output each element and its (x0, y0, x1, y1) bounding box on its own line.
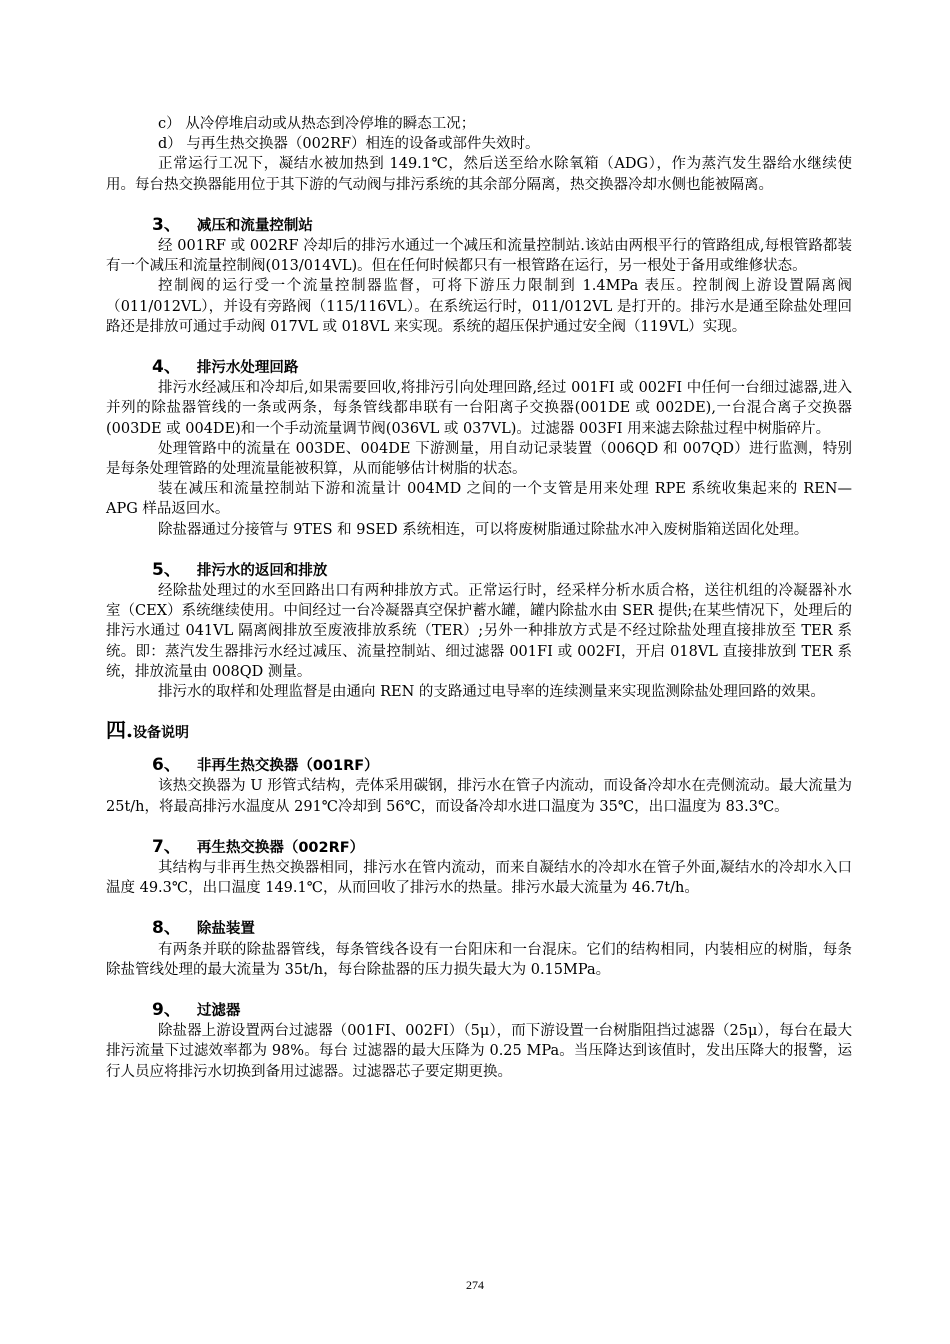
paragraph: 除盐器通过分接管与 9TES 和 9SED 系统相连，可以将废树脂通过除盐水冲入废树脂箱送固化处理。 (158, 521, 809, 538)
paragraph: 控制阀的运行受一个流量控制器监督，可将下游压力限制到 1.4MPa 表压。控制阀上游设置隔离阀（011/012VL），并设有旁路阀（115/116VL）。在系统运行时，011/012VL 是打开的。排污水是通至除盐处理回路还是排放可通过手动阀 017VL 或 018VL 来实现。系统的超压保护通过安全阀（119VL）实现。 (106, 278, 852, 335)
paragraph: 排污水的取样和处理监督是由通向 REN 的支路通过电导率的连续测量来实现监测除盐处理回路的效果。 (158, 684, 825, 701)
section-title: 再生热交换器（002RF） (196, 839, 365, 856)
section-title: 非再生热交换器（001RF） (196, 758, 379, 775)
list-item-c: c） 从冷停堆启动或从热态到冷停堆的瞬态工况； (158, 116, 476, 132)
paragraph: 该热交换器为 U 形管式结构，壳体采用碳钢，排污水在管子内流动，而设备冷却水在壳侧流动。最大流量为 25t/h，将最高排污水温度从 291℃冷却到 56℃，而设备冷却水进口温度为 35℃，出口温度为 83.3℃。 (106, 778, 852, 815)
section-number: 4、 (152, 357, 181, 378)
document-body (106, 114, 852, 1082)
section-heading-3 (106, 215, 852, 236)
section-number: 8、 (152, 918, 181, 939)
list-item-d: d） 与再生热交换器（002RF）相连的设备或部件失效时。 (158, 136, 540, 153)
section-number: 6、 (152, 755, 181, 776)
section-heading-6 (106, 755, 852, 776)
section-heading-4 (106, 357, 852, 378)
section-heading-7 (106, 837, 852, 858)
section-heading-9 (106, 1000, 852, 1021)
section-title: 过滤器 (196, 1002, 241, 1019)
chapter-title: 设备说明 (132, 725, 189, 742)
paragraph: 装在减压和流量控制站下游和流量计 004MD 之间的一个支管是用来处理 RPE 系统收集起来的 REN—APG 样品返回水。 (106, 481, 852, 518)
paragraph: 正常运行工况下，凝结水被加热到 149.1℃，然后送至给水除氧箱（ADG），作为蒸汽发生器给水继续使用。每台热交换器能用位于其下游的气动阀与排污系统的其余部分隔离，热交换器冷却水侧也能被隔离。 (106, 156, 852, 193)
section-title: 减压和流量控制站 (196, 217, 313, 234)
section-heading-5 (106, 560, 852, 581)
paragraph: 处理管路中的流量在 003DE、004DE 下游测量，用自动记录装置（006QD 和 007QD）进行监测，特别是每条处理管路的处理流量能被积算，从而能够估计树脂的状态。 (106, 440, 852, 478)
paragraph: 其结构与非再生热交换器相同，排污水在管内流动，而来自凝结水的冷却水在管子外面,凝结水的冷却水入口温度 49.3℃，出口温度 149.1℃，从而回收了排污水的热量。排污水最大流量为 46.7t/h。 (106, 859, 852, 897)
paragraph: 经 001RF 或 002RF 冷却后的排污水通过一个减压和流量控制站.该站由两根平行的管路组成,每根管路都装有一个减压和流量控制阀(013/014VL)。但在任何时候都只有一根管路在运行，另一根处于备用或维修状态。 (106, 238, 852, 275)
section-heading-8 (106, 918, 852, 939)
paragraph: 有两条并联的除盐器管线，每条管线各设有一台阳床和一台混床。它们的结构相同，内装相应的树脂，每条除盐管线处理的最大流量为 35t/h，每台除盐器的压力损失最大为 0.15MPa。 (106, 941, 852, 978)
section-number: 9、 (152, 999, 181, 1020)
paragraph: 除盐器上游设置两台过滤器（001FI、002FI）（5μ），而下游设置一台树脂阻挡过滤器（25μ），每台在最大排污流量下过滤效率都为 98%。每台 过滤器的最大压降为 0.25 MPa。当压降达到该值时，发出压降大的报警，运行人员应将排污水切换到备用过滤器。过滤器芯子要定期更换。 (106, 1023, 852, 1080)
section-number: 3、 (152, 214, 181, 235)
section-number: 5、 (152, 559, 181, 580)
paragraph: 排污水经减压和冷却后,如果需要回收,将排污引向处理回路,经过 001FI 或 002FI 中任何一台细过滤器,进入并列的除盐器管线的一条或两条，每条管线都串联有一台阳离子交换器(001DE 或 002DE),一台混合离子交换器(003DE 或 004DE)和一个手动流量调节阀(036VL 或 037VL)。过滤器 003FI 用来滤去除盐过程中树脂碎片。 (106, 380, 852, 437)
section-title: 除盐装置 (196, 921, 255, 938)
chapter-number: 四. (106, 718, 133, 743)
section-title: 排污水处理回路 (196, 360, 299, 377)
section-number: 7、 (152, 836, 181, 857)
section-title: 排污水的返回和排放 (196, 562, 328, 579)
chapter-heading (106, 720, 852, 743)
paragraph: 经除盐处理过的水至回路出口有两种排放方式。正常运行时，经采样分析水质合格，送往机组的冷凝器补水室（CEX）系统继续使用。中间经过一台冷凝器真空保护蓄水罐，罐内除盐水由 SER 提供;在某些情况下，处理后的排污水通过 041VL 隔离阀排放至废液排放系统（TER）;另外一种排放方式是不经过除盐处理直接排放至 TER 系统。即：蒸汽发生器排污水经过减压、流量控制站、细过滤器 001FI 或 002FI，开启 018VL 直接排放到 TER 系统，排放流量由 008QD 测量。 (106, 583, 852, 680)
page-number: 274 (466, 1278, 484, 1292)
